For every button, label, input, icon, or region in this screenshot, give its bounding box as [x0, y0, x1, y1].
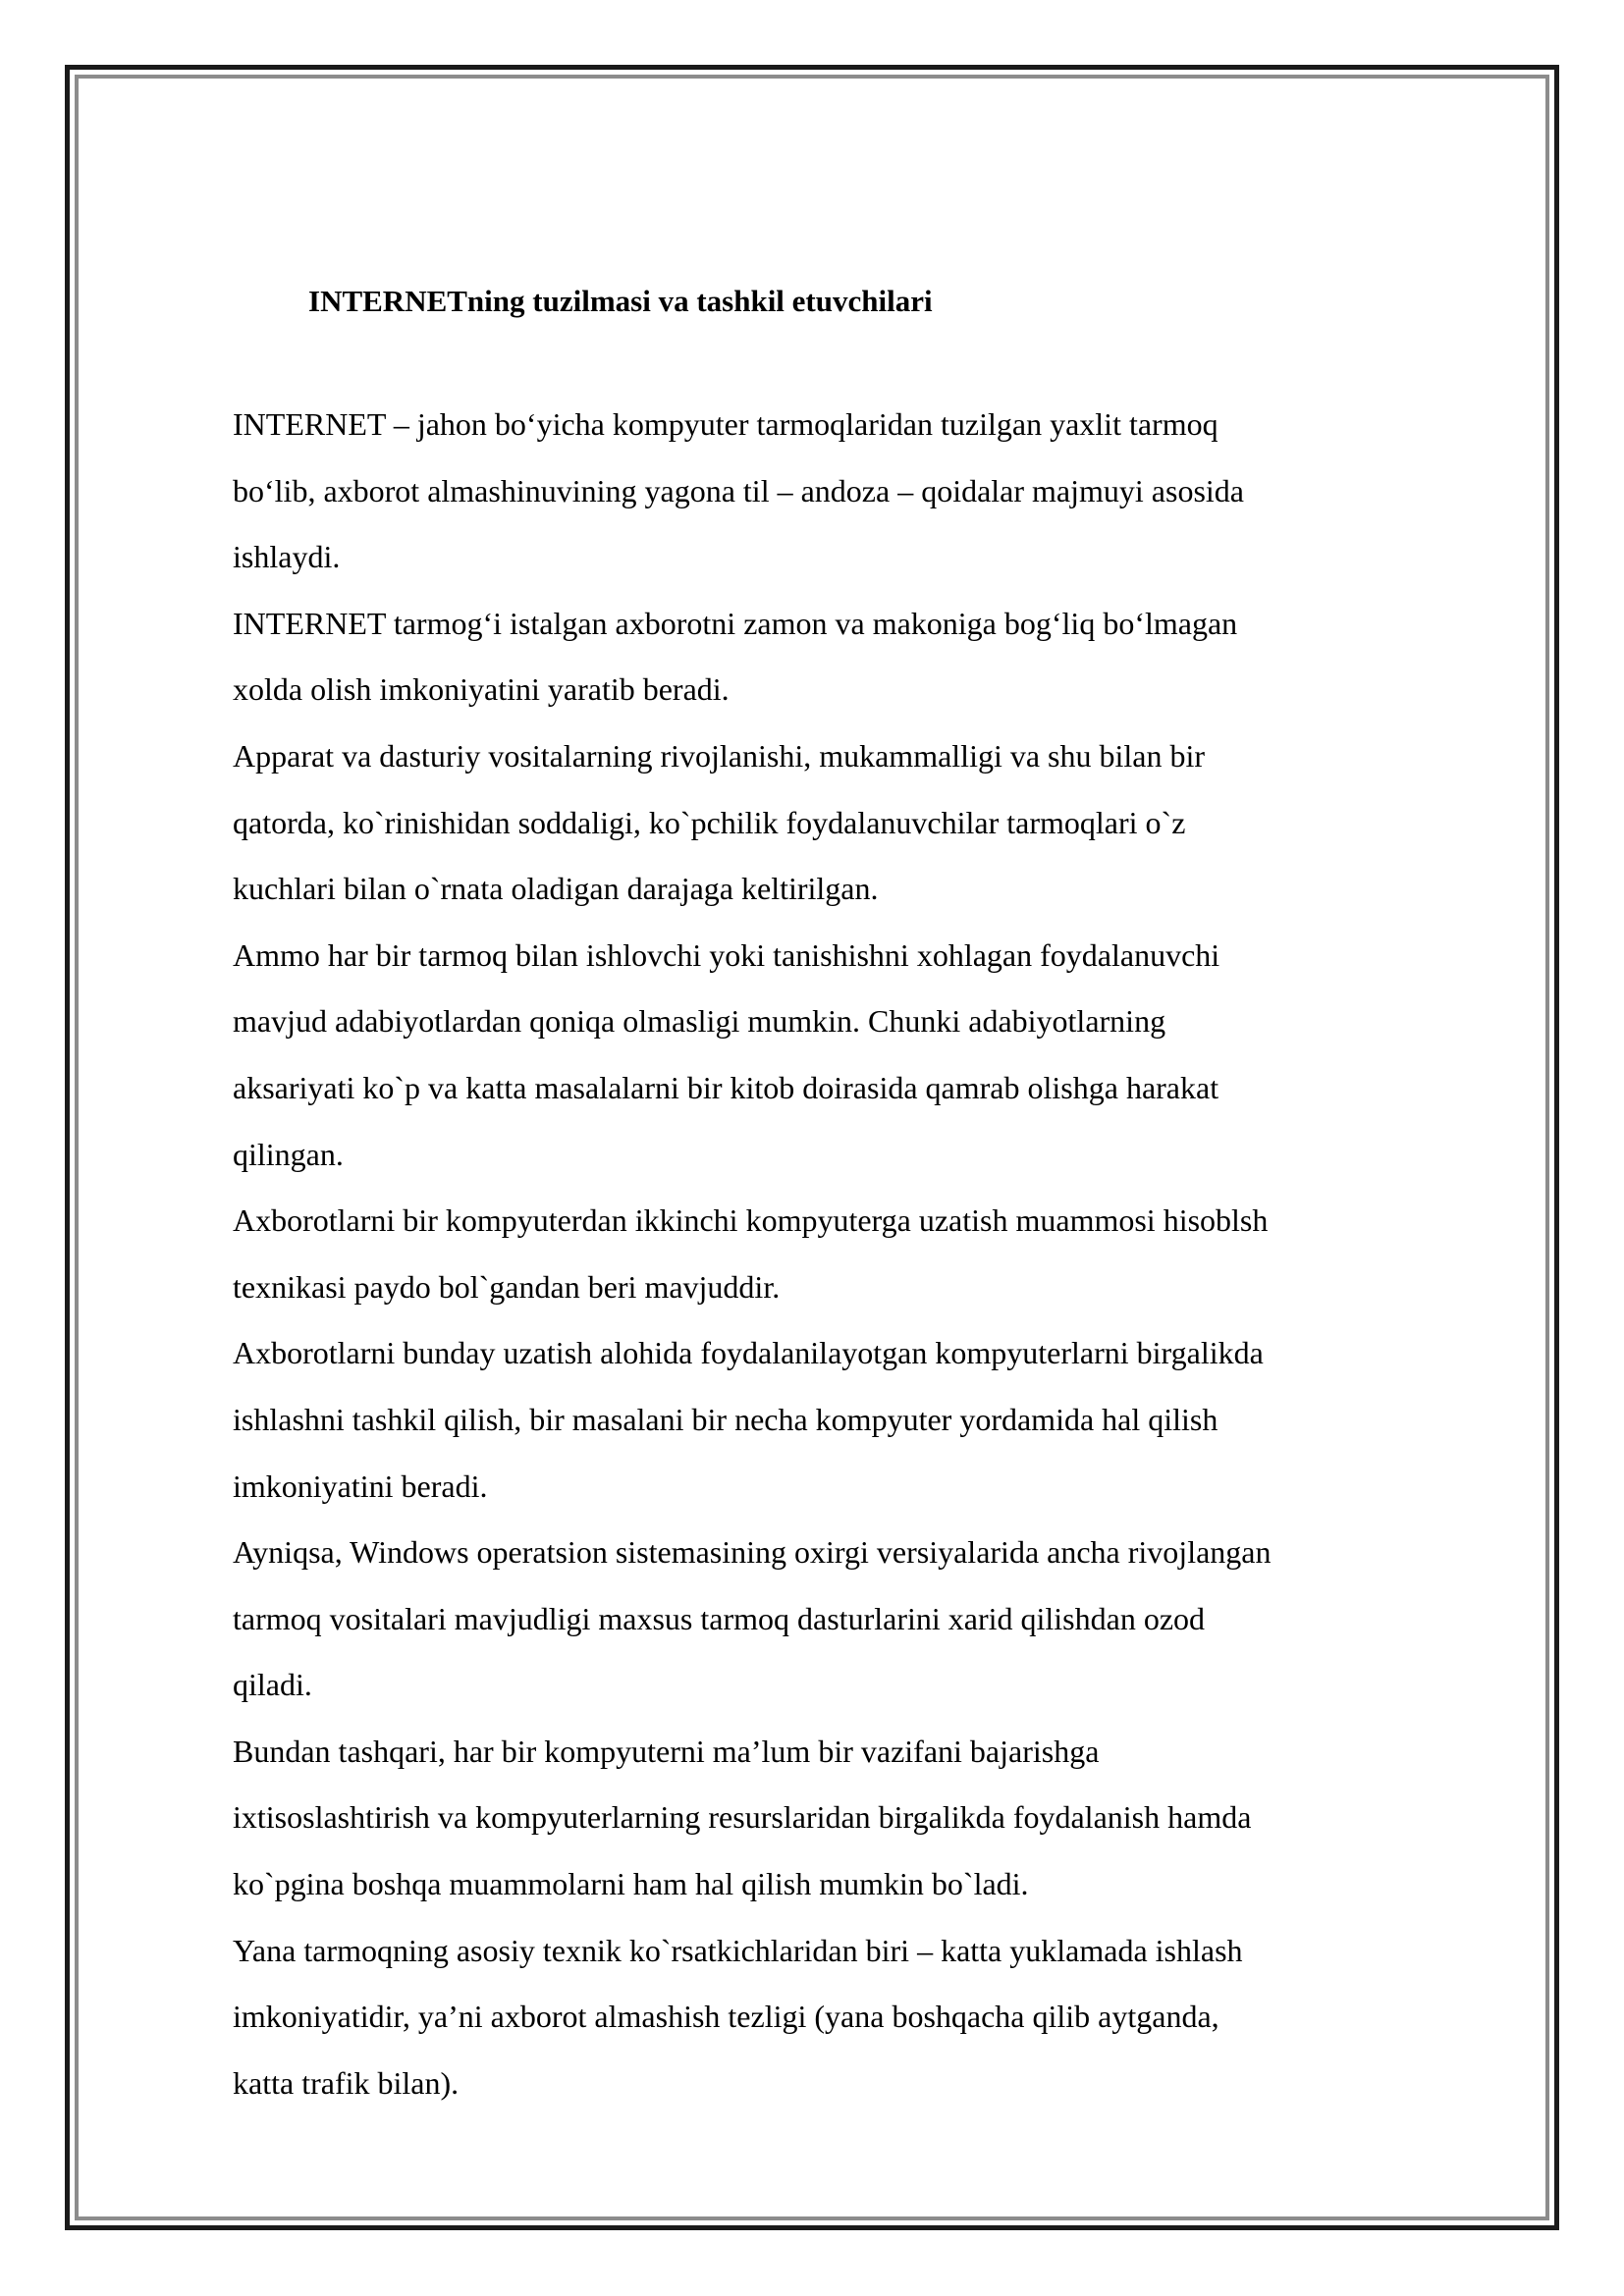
text-line: ixtisoslashtirish va kompyuterlarning resurslaridan birgalikda foydalanish hamda: [233, 1799, 1252, 1836]
text-line: Bundan tashqari, har bir kompyuterni ma’lum bir vazifani bajarishga: [233, 1733, 1100, 1769]
document-body: [233, 404, 1509, 2129]
text-line: Ammo har bir tarmoq bilan ishlovchi yoki tanishishni xohlagan foydalanuvchi: [233, 936, 1220, 973]
text-line: Ayniqsa, Windows operatsion sistemasining oxirgi versiyalarida ancha rivojlangan: [233, 1534, 1272, 1571]
text-line: imkoniyatidir, ya’ni axborot almashish tezligi (yana boshqacha qilib aytganda,: [233, 1999, 1219, 2035]
text-line: Yana tarmoqning asosiy texnik ko`rsatkichlaridan biri – katta yuklamada ishlash: [233, 1932, 1243, 1968]
text-line: ishlashni tashkil qilish, bir masalani bir necha kompyuter yordamida hal qilish: [233, 1401, 1218, 1437]
text-line: mavjud adabiyotlardan qoniqa olmasligi mumkin. Chunki adabiyotlarning: [233, 1003, 1166, 1040]
text-line: katta trafik bilan).: [233, 2064, 460, 2101]
text-line: qilingan.: [233, 1136, 344, 1172]
text-line: aksariyati ko`p va katta masalalarni bir kitob doirasida qamrab olishga harakat: [233, 1069, 1219, 1105]
text-line: ko`pgina boshqa muammolarni ham hal qilish mumkin bo`ladi.: [233, 1866, 1029, 1902]
text-line: Axborotlarni bir kompyuterdan ikkinchi kompyuterga uzatish muammosi hisoblsh: [233, 1202, 1269, 1239]
text-line: bo‘lib, axborot almashinuvining yagona til – andoza – qoidalar majmuyi asosida: [233, 472, 1244, 508]
text-line: xolda olish imkoniyatini yaratib beradi.: [233, 671, 730, 708]
text-line: kuchlari bilan o`rnata oladigan darajaga keltirilgan.: [233, 871, 879, 907]
text-line: INTERNET – jahon bo‘yicha kompyuter tarmoqlaridan tuzilgan yaxlit tarmoq: [233, 406, 1218, 442]
text-line: Apparat va dasturiy vositalarning rivojlanishi, mukammalligi va shu bilan bir: [233, 737, 1206, 774]
text-line: Axborotlarni bunday uzatish alohida foydalanilayotgan kompyuterlarni birgalikda: [233, 1335, 1264, 1371]
text-line: INTERNET tarmog‘i istalgan axborotni zamon va makoniga bog‘liq bo‘lmagan: [233, 605, 1238, 641]
text-line: texnikasi paydo bol`gandan beri mavjuddir.: [233, 1268, 781, 1305]
document-title: INTERNETning tuzilmasi va tashkil etuvchilari: [308, 284, 933, 318]
text-line: tarmoq vositalari mavjudligi maxsus tarmoq dasturlarini xarid qilishdan ozod: [233, 1600, 1206, 1636]
text-line: ishlaydi.: [233, 539, 341, 575]
text-line: qiladi.: [233, 1667, 312, 1703]
text-line: qatorda, ko`rinishidan soddaligi, ko`pchilik foydalanuvchilar tarmoqlari o`z: [233, 804, 1186, 840]
text-line: imkoniyatini beradi.: [233, 1468, 488, 1504]
